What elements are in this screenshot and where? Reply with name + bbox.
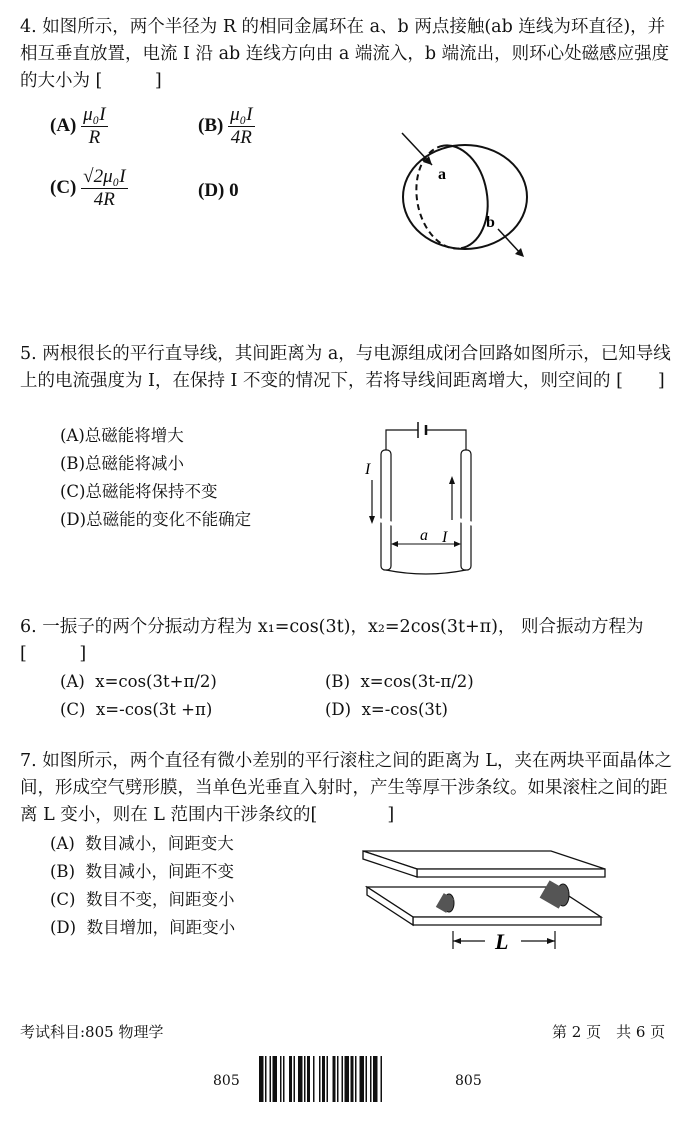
barcode-bar [280, 1056, 282, 1102]
q6-option-c[interactable]: (C) x=-cos(3t +π) [60, 700, 213, 719]
q4-option-c-fraction [81, 166, 127, 211]
q7-option-d[interactable]: (D) 数目增加，间距变小 [50, 918, 236, 937]
q4-option-d-label: (D) [198, 180, 225, 201]
q5-bottom-wire [386, 570, 466, 574]
q5-option-c[interactable]: (C)总磁能将保持不变 [60, 482, 218, 501]
q6-option-a[interactable]: (A) x=cos(3t+π/2) [60, 672, 217, 691]
q5-option-b[interactable]: (B)总磁能将减小 [60, 454, 184, 473]
barcode-bar [337, 1056, 339, 1102]
q5-left-current-arrowhead [369, 516, 375, 524]
barcode-bar [381, 1056, 383, 1102]
q7-top-plate-side [417, 869, 605, 877]
q5-distance-label: a [420, 527, 428, 544]
q5-circuit-top [386, 430, 418, 450]
q7-length-arrowhead-right [547, 938, 555, 944]
q5-left-current-label: I [365, 461, 371, 478]
barcode-bar [327, 1056, 329, 1102]
q4-ring-vertical-front [443, 140, 496, 248]
q4-option-b[interactable] [198, 104, 255, 149]
barcode-bar [342, 1056, 344, 1102]
q5-option-d[interactable]: (D)总磁能的变化不能确定 [60, 510, 252, 529]
question-4-text: 4. 如图所示，两个半径为 R 的相同金属环在 a、b 两点接触(ab 连线为环直径)，并相互垂直放置，电流 I 沿 ab 连线方向由 a 端流入，b 端流出，则环心处磁感应强度的大小为 [ ] [20, 17, 670, 91]
q5-distance-arrowhead-left [391, 541, 398, 547]
q4-point-a-label: a [438, 166, 446, 183]
barcode-bar [345, 1056, 350, 1102]
q4-option-c-label: (C) [50, 176, 77, 198]
barcode-right-label: 805 [455, 1073, 482, 1089]
q4-point-b-label: b [486, 214, 495, 231]
barcode-bar [259, 1056, 264, 1102]
q5-distance-arrowhead-right [454, 541, 461, 547]
q4-ring-horizontal [403, 145, 527, 249]
barcode-bar [294, 1056, 296, 1102]
q4-option-b-fraction [228, 104, 254, 149]
barcode-bar [273, 1056, 278, 1102]
barcode-bar [355, 1056, 357, 1102]
q4-option-a[interactable] [50, 104, 108, 149]
barcode-bar [373, 1056, 378, 1102]
question-6-text: 6. 一振子的两个分振动方程为 x₁=cos(3t)，x₂=2cos(3t+π)， 则合振动方程为 [ ] [20, 617, 644, 664]
barcode-bar [360, 1056, 365, 1102]
q5-left-wire [381, 450, 391, 570]
barcode-bar [270, 1056, 272, 1102]
barcode-bars [259, 1056, 382, 1102]
barcode-bar [289, 1056, 292, 1102]
q4-option-c[interactable] [50, 166, 128, 211]
question-7-text: 7. 如图所示，两个直径有微小差别的平行滚柱之间的距离为 L，夹在两块平面晶体之间，形成空气劈形膜，当单色光垂直入射时，产生等厚干涉条纹。如果滚柱之间的距离 L 变小，则在 L 范围内干涉条纹的[ ] [20, 751, 672, 825]
q7-air-wedge-figure [355, 845, 615, 960]
q5-circuit-top-right [426, 430, 466, 450]
q4-option-b-label: (B) [198, 114, 224, 136]
q4-option-c-denominator: 4R [93, 189, 115, 210]
q4-option-a-numerator: μ₀I [83, 104, 106, 125]
q4-option-d[interactable] [198, 180, 239, 202]
barcode-bar [333, 1056, 336, 1102]
barcode-bar [351, 1056, 354, 1102]
barcode-bar [366, 1056, 368, 1102]
q4-rings-figure [390, 125, 540, 275]
q4-option-b-denominator: 4R [230, 127, 252, 148]
q4-option-a-denominator: R [88, 127, 101, 148]
q4-option-b-numerator: μ₀I [230, 104, 253, 125]
q4-option-a-label: (A) [50, 114, 77, 136]
footer-subject: 考试科目:805 物理学 [20, 1023, 164, 1041]
q6-option-d[interactable]: (D) x=-cos(3t) [325, 700, 448, 719]
barcode-bar [265, 1056, 267, 1102]
barcode [259, 1056, 443, 1102]
barcode-bar [322, 1056, 325, 1102]
q6-option-b[interactable]: (B) x=cos(3t-π/2) [325, 672, 474, 691]
q7-bottom-plate-side [413, 917, 601, 925]
footer-page-number: 第 2 页 共 6 页 [552, 1023, 666, 1041]
q4-option-d-value: 0 [229, 180, 239, 201]
q5-option-a[interactable]: (A)总磁能将增大 [60, 426, 184, 445]
barcode-bar [298, 1056, 303, 1102]
q7-option-a[interactable]: (A) 数目减小，间距变大 [50, 834, 234, 853]
barcode-bar [283, 1056, 285, 1102]
q7-length-arrowhead-left [453, 938, 461, 944]
q4-ring-vertical-back [409, 146, 462, 254]
barcode-left-label: 805 [213, 1073, 240, 1089]
q5-right-current-arrowhead [449, 476, 455, 484]
barcode-bar [307, 1056, 310, 1102]
q5-right-current-label: I [442, 529, 448, 546]
q7-length-label: L [495, 929, 509, 954]
q5-wires-figure [360, 420, 490, 580]
barcode-bar [319, 1056, 321, 1102]
q4-option-a-fraction [81, 104, 107, 149]
q7-option-b[interactable]: (B) 数目减小，间距不变 [50, 862, 234, 881]
barcode-bar [370, 1056, 372, 1102]
barcode-bar [304, 1056, 306, 1102]
barcode-bar [313, 1056, 315, 1102]
question-5-text: 5. 两根很长的平行直导线，其间距离为 a，与电源组成闭合回路如图所示，已知导线上的电流强度为 I，在保持 I 不变的情况下，若将导线间距离增大，则空间的 [ ] [20, 344, 671, 391]
q7-option-c[interactable]: (C) 数目不变，间距变小 [50, 890, 235, 909]
q5-right-wire [461, 450, 471, 570]
q4-option-c-numerator: √2μ₀I [83, 166, 126, 187]
